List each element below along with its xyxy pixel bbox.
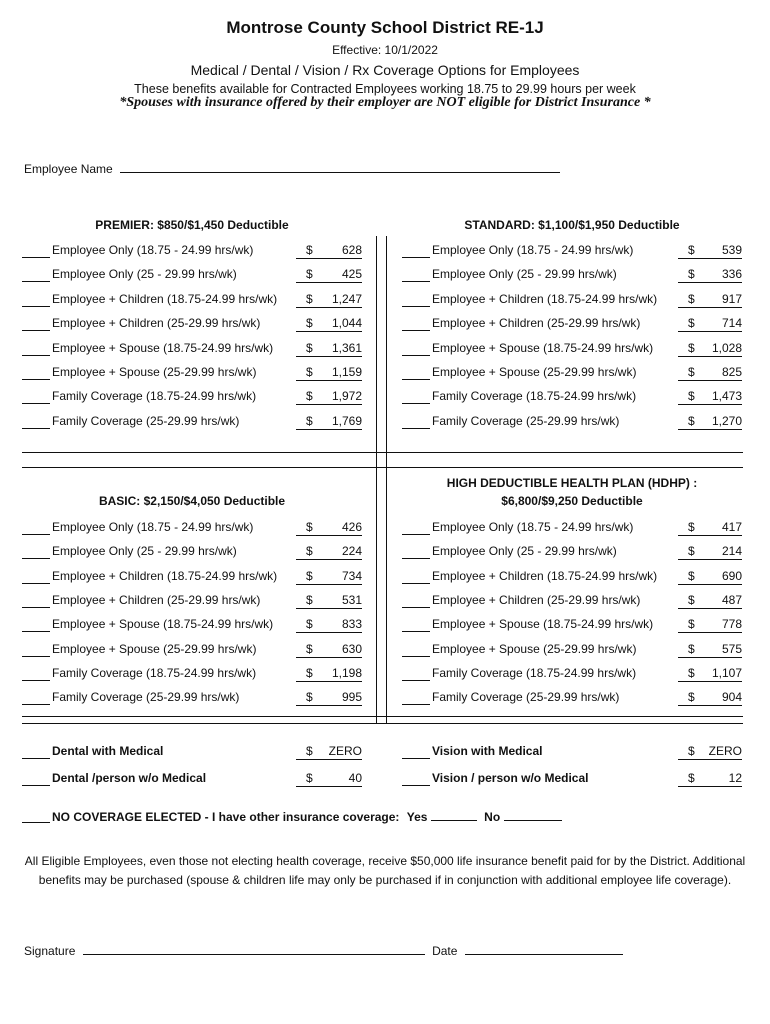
- plan-option-row: [22, 290, 362, 308]
- option-label: Dental /person w/o Medical: [52, 771, 207, 785]
- currency-symbol: $: [688, 291, 695, 306]
- plan-option-row: [22, 412, 362, 430]
- monthly-premium: 214: [721, 544, 742, 559]
- option-label: Employee Only (25 - 29.99 hrs/wk): [52, 544, 237, 559]
- option-amount: [678, 593, 742, 609]
- plan-option-row: [22, 567, 362, 585]
- monthly-premium: 734: [341, 568, 362, 583]
- date-field[interactable]: [465, 942, 623, 955]
- currency-symbol: $: [688, 316, 695, 331]
- plan-option-row: [22, 769, 362, 787]
- monthly-premium: 1,361: [331, 340, 362, 355]
- currency-symbol: $: [306, 365, 313, 379]
- monthly-premium: 425: [341, 267, 362, 282]
- option-amount: [296, 771, 362, 787]
- monthly-premium: 1,972: [331, 389, 362, 404]
- selection-line[interactable]: [402, 412, 430, 429]
- plan-option-row: [402, 412, 742, 430]
- option-label: Family Coverage (25-29.99 hrs/wk): [52, 690, 240, 705]
- no-coverage-checkbox-line[interactable]: [22, 806, 50, 823]
- option-label: Employee + Children (25-29.99 hrs/wk): [52, 316, 261, 331]
- selection-line[interactable]: [22, 567, 50, 584]
- option-amount: [296, 520, 362, 536]
- currency-symbol: $: [688, 365, 695, 379]
- selection-line[interactable]: [402, 615, 430, 632]
- option-label: Family Coverage (25-29.99 hrs/wk): [432, 413, 620, 428]
- option-amount: [296, 666, 362, 682]
- selection-line[interactable]: [22, 412, 50, 429]
- monthly-premium: 336: [721, 267, 742, 282]
- monthly-premium: 12: [728, 771, 742, 785]
- selection-line[interactable]: [22, 688, 50, 705]
- selection-line[interactable]: [22, 742, 50, 759]
- selection-line[interactable]: [402, 314, 430, 331]
- monthly-premium: 1,028: [711, 340, 742, 355]
- monthly-premium: ZERO: [328, 744, 362, 758]
- plan-option-row: [22, 591, 362, 609]
- option-label: Employee Only (25 - 29.99 hrs/wk): [432, 544, 617, 559]
- option-amount: [678, 520, 742, 536]
- option-label: Family Coverage (25-29.99 hrs/wk): [52, 413, 240, 428]
- option-label: Employee + Spouse (25-29.99 hrs/wk): [52, 641, 257, 656]
- monthly-premium: 1,769: [331, 413, 362, 428]
- currency-symbol: $: [688, 520, 695, 534]
- plan-option-row: [402, 664, 742, 682]
- selection-line[interactable]: [402, 241, 430, 258]
- monthly-premium: 1,270: [711, 413, 742, 428]
- plan-option-row: [402, 314, 742, 332]
- monthly-premium: 917: [721, 291, 742, 306]
- option-label: Employee + Spouse (25-29.99 hrs/wk): [52, 365, 257, 379]
- selection-line[interactable]: [22, 615, 50, 632]
- currency-symbol: $: [688, 641, 695, 656]
- column-divider-right: [386, 236, 387, 724]
- option-amount: [296, 316, 362, 332]
- option-amount: [678, 617, 742, 633]
- option-label: Employee + Children (18.75-24.99 hrs/wk): [432, 291, 658, 306]
- plan-option-row: [22, 640, 362, 658]
- option-amount: [678, 389, 742, 405]
- option-label: Employee + Spouse (18.75-24.99 hrs/wk): [52, 340, 274, 355]
- option-label: Family Coverage (18.75-24.99 hrs/wk): [52, 389, 257, 404]
- monthly-premium: 628: [341, 243, 362, 257]
- option-label: Employee + Children (25-29.99 hrs/wk): [52, 592, 261, 607]
- selection-line[interactable]: [402, 339, 430, 356]
- monthly-premium: 778: [721, 617, 742, 632]
- plan-option-row: [402, 518, 742, 536]
- plan-option-row: [22, 241, 362, 259]
- monthly-premium: ZERO: [708, 744, 742, 758]
- currency-symbol: $: [306, 617, 313, 632]
- currency-symbol: $: [306, 771, 313, 785]
- monthly-premium: 224: [341, 544, 362, 559]
- option-label: Family Coverage (25-29.99 hrs/wk): [432, 690, 620, 705]
- spouse-eligibility-note: *Spouses with insurance offered by their employer are NOT eligible for District Insurance *: [119, 95, 651, 110]
- selection-line[interactable]: [22, 387, 50, 404]
- selection-line[interactable]: [402, 591, 430, 608]
- plan-option-row: [402, 567, 742, 585]
- option-amount: [678, 642, 742, 658]
- currency-symbol: $: [306, 520, 313, 534]
- monthly-premium: 714: [721, 316, 742, 331]
- plan-option-row: [22, 387, 362, 405]
- hdhp-plan-deductible: $6,800/$9,250 Deductible: [501, 494, 643, 508]
- currency-symbol: $: [688, 665, 695, 680]
- selection-line[interactable]: [22, 339, 50, 356]
- selection-line[interactable]: [402, 664, 430, 681]
- plan-option-row: [22, 314, 362, 332]
- availability-note: These benefits available for Contracted Employees working 18.75 to 29.99 hours per week: [134, 82, 636, 96]
- option-label: Vision / person w/o Medical: [432, 771, 589, 785]
- currency-symbol: $: [688, 592, 695, 607]
- plan-option-row: [402, 290, 742, 308]
- premier-plan-title: PREMIER: $850/$1,450 Deductible: [95, 218, 289, 232]
- plan-option-row: [402, 615, 742, 633]
- currency-symbol: $: [306, 744, 313, 758]
- option-amount: [296, 544, 362, 560]
- signature-row: [24, 942, 623, 958]
- no-coverage-no-field[interactable]: [504, 808, 562, 821]
- monthly-premium: 1,247: [331, 291, 362, 306]
- option-amount: [296, 414, 362, 430]
- signature-label: Signature: [24, 944, 76, 958]
- option-amount: [678, 243, 742, 259]
- currency-symbol: $: [688, 744, 695, 758]
- option-amount: [678, 365, 742, 381]
- option-label: Employee + Spouse (25-29.99 hrs/wk): [432, 641, 637, 656]
- option-amount: [678, 341, 742, 357]
- option-label: Employee + Spouse (25-29.99 hrs/wk): [432, 365, 637, 379]
- plan-option-row: [22, 615, 362, 633]
- plan-option-row: [22, 664, 362, 682]
- option-label: Employee Only (18.75 - 24.99 hrs/wk): [432, 243, 634, 257]
- plan-option-row: [22, 518, 362, 536]
- monthly-premium: 1,107: [711, 665, 742, 680]
- section-divider: [22, 452, 743, 453]
- option-label: Employee + Children (18.75-24.99 hrs/wk): [52, 291, 278, 306]
- currency-symbol: $: [306, 413, 313, 428]
- selection-line[interactable]: [402, 769, 430, 786]
- plan-option-row: [402, 688, 742, 706]
- option-amount: [678, 544, 742, 560]
- option-amount: [678, 267, 742, 283]
- currency-symbol: $: [306, 389, 313, 404]
- selection-line[interactable]: [402, 567, 430, 584]
- effective-date: Effective: 10/1/2022: [332, 43, 438, 57]
- option-label: Employee + Children (25-29.99 hrs/wk): [432, 592, 641, 607]
- column-divider-left: [376, 236, 377, 724]
- monthly-premium: 531: [341, 592, 362, 607]
- monthly-premium: 575: [721, 641, 742, 656]
- currency-symbol: $: [306, 690, 313, 705]
- plan-option-row: [402, 363, 742, 381]
- employee-name-field[interactable]: [120, 160, 560, 173]
- monthly-premium: 833: [341, 617, 362, 632]
- currency-symbol: $: [688, 413, 695, 428]
- monthly-premium: 417: [721, 520, 742, 534]
- monthly-premium: 426: [341, 520, 362, 534]
- option-amount: [296, 267, 362, 283]
- option-label: Employee + Spouse (18.75-24.99 hrs/wk): [52, 617, 274, 632]
- selection-line[interactable]: [22, 664, 50, 681]
- plan-option-row: [402, 265, 742, 283]
- currency-symbol: $: [688, 617, 695, 632]
- currency-symbol: $: [306, 592, 313, 607]
- currency-symbol: $: [306, 568, 313, 583]
- plan-option-row: [402, 387, 742, 405]
- selection-line[interactable]: [402, 363, 430, 380]
- currency-symbol: $: [688, 771, 695, 785]
- option-amount: [678, 292, 742, 308]
- currency-symbol: $: [306, 291, 313, 306]
- option-label: Family Coverage (18.75-24.99 hrs/wk): [432, 389, 637, 404]
- option-label: Employee + Spouse (18.75-24.99 hrs/wk): [432, 617, 654, 632]
- selection-line[interactable]: [402, 518, 430, 535]
- no-coverage-row: [22, 806, 742, 824]
- option-amount: [296, 569, 362, 585]
- option-amount: [296, 690, 362, 706]
- monthly-premium: 1,198: [331, 665, 362, 680]
- selection-line[interactable]: [22, 314, 50, 331]
- option-amount: [678, 744, 742, 760]
- selection-line[interactable]: [402, 290, 430, 307]
- option-amount: [296, 593, 362, 609]
- selection-line[interactable]: [22, 265, 50, 282]
- monthly-premium: 690: [721, 568, 742, 583]
- monthly-premium: 40: [348, 771, 362, 785]
- selection-line[interactable]: [22, 640, 50, 657]
- option-amount: [678, 414, 742, 430]
- option-amount: [296, 744, 362, 760]
- option-amount: [678, 569, 742, 585]
- selection-line[interactable]: [402, 542, 430, 559]
- currency-symbol: $: [688, 389, 695, 404]
- currency-symbol: $: [306, 340, 313, 355]
- section-divider: [22, 467, 743, 468]
- monthly-premium: 825: [721, 365, 742, 379]
- plan-option-row: [402, 769, 742, 787]
- selection-line[interactable]: [402, 742, 430, 759]
- standard-plan-title: STANDARD: $1,100/$1,950 Deductible: [464, 218, 680, 232]
- option-label: Employee Only (25 - 29.99 hrs/wk): [52, 267, 237, 282]
- life-insurance-note: All Eligible Employees, even those not electing health coverage, receive $50,000 life insurance benefit paid for by the District. Additional benefits may be purchased (spouse & children life may only be purchased if in conjunction with additional employee life coverage).: [24, 854, 746, 887]
- selection-line[interactable]: [402, 387, 430, 404]
- plan-option-row: [402, 542, 742, 560]
- currency-symbol: $: [306, 243, 313, 257]
- option-label: Employee Only (18.75 - 24.99 hrs/wk): [52, 520, 254, 534]
- monthly-premium: 1,473: [711, 389, 742, 404]
- hdhp-plan-title: HIGH DEDUCTIBLE HEALTH PLAN (HDHP) :: [446, 476, 698, 490]
- selection-line[interactable]: [402, 640, 430, 657]
- option-amount: [296, 341, 362, 357]
- option-amount: [296, 243, 362, 259]
- currency-symbol: $: [688, 690, 695, 705]
- option-label: Employee + Children (18.75-24.99 hrs/wk): [52, 568, 278, 583]
- employee-name-label: Employee Name: [24, 162, 113, 176]
- option-label: Employee Only (18.75 - 24.99 hrs/wk): [432, 520, 634, 534]
- currency-symbol: $: [306, 316, 313, 331]
- monthly-premium: 904: [721, 690, 742, 705]
- option-amount: [678, 690, 742, 706]
- option-label: Family Coverage (18.75-24.99 hrs/wk): [52, 665, 257, 680]
- plan-option-row: [402, 591, 742, 609]
- date-label: Date: [432, 944, 458, 958]
- option-label: Family Coverage (18.75-24.99 hrs/wk): [432, 665, 637, 680]
- plan-option-row: [402, 241, 742, 259]
- no-coverage-label: NO COVERAGE ELECTED - I have other insurance coverage: Yes No: [52, 808, 562, 824]
- option-amount: [296, 365, 362, 381]
- signature-field[interactable]: [83, 942, 425, 955]
- option-label: Dental with Medical: [52, 744, 164, 758]
- selection-line[interactable]: [22, 542, 50, 559]
- option-label: Employee + Children (18.75-24.99 hrs/wk): [432, 568, 658, 583]
- monthly-premium: 1,044: [331, 316, 362, 331]
- no-coverage-yes-field[interactable]: [431, 808, 477, 821]
- currency-symbol: $: [688, 544, 695, 559]
- plan-option-row: [22, 265, 362, 283]
- selection-line[interactable]: [22, 290, 50, 307]
- option-label: Employee Only (18.75 - 24.99 hrs/wk): [52, 243, 254, 257]
- selection-line[interactable]: [22, 591, 50, 608]
- plan-option-row: [402, 640, 742, 658]
- section-divider: [22, 723, 743, 724]
- selection-line[interactable]: [402, 688, 430, 705]
- monthly-premium: 630: [341, 641, 362, 656]
- option-label: Employee + Children (25-29.99 hrs/wk): [432, 316, 641, 331]
- option-label: Employee + Spouse (18.75-24.99 hrs/wk): [432, 340, 654, 355]
- monthly-premium: 539: [721, 243, 742, 257]
- selection-line[interactable]: [22, 241, 50, 258]
- plan-option-row: [22, 363, 362, 381]
- form-title: Montrose County School District RE-1J: [226, 18, 544, 37]
- form-subtitle: Medical / Dental / Vision / Rx Coverage Options for Employees: [190, 62, 580, 78]
- currency-symbol: $: [688, 267, 695, 282]
- option-amount: [678, 666, 742, 682]
- currency-symbol: $: [688, 568, 695, 583]
- option-amount: [678, 771, 742, 787]
- option-amount: [296, 642, 362, 658]
- selection-line[interactable]: [402, 265, 430, 282]
- currency-symbol: $: [306, 544, 313, 559]
- currency-symbol: $: [306, 267, 313, 282]
- plan-option-row: [402, 339, 742, 357]
- currency-symbol: $: [688, 340, 695, 355]
- selection-line[interactable]: [22, 518, 50, 535]
- plan-option-row: [22, 688, 362, 706]
- selection-line[interactable]: [22, 769, 50, 786]
- monthly-premium: 1,159: [331, 365, 362, 379]
- option-label: Vision with Medical: [432, 744, 543, 758]
- plan-option-row: [402, 742, 742, 760]
- currency-symbol: $: [306, 641, 313, 656]
- basic-plan-title: BASIC: $2,150/$4,050 Deductible: [98, 494, 286, 508]
- option-amount: [678, 316, 742, 332]
- option-amount: [296, 292, 362, 308]
- plan-option-row: [22, 742, 362, 760]
- monthly-premium: 487: [721, 592, 742, 607]
- option-label: Employee Only (25 - 29.99 hrs/wk): [432, 267, 617, 282]
- employee-name-row: [24, 160, 560, 176]
- selection-line[interactable]: [22, 363, 50, 380]
- currency-symbol: $: [688, 243, 695, 257]
- option-amount: [296, 617, 362, 633]
- option-amount: [296, 389, 362, 405]
- currency-symbol: $: [306, 665, 313, 680]
- monthly-premium: 995: [341, 690, 362, 705]
- plan-option-row: [22, 339, 362, 357]
- section-divider: [22, 716, 743, 717]
- plan-option-row: [22, 542, 362, 560]
